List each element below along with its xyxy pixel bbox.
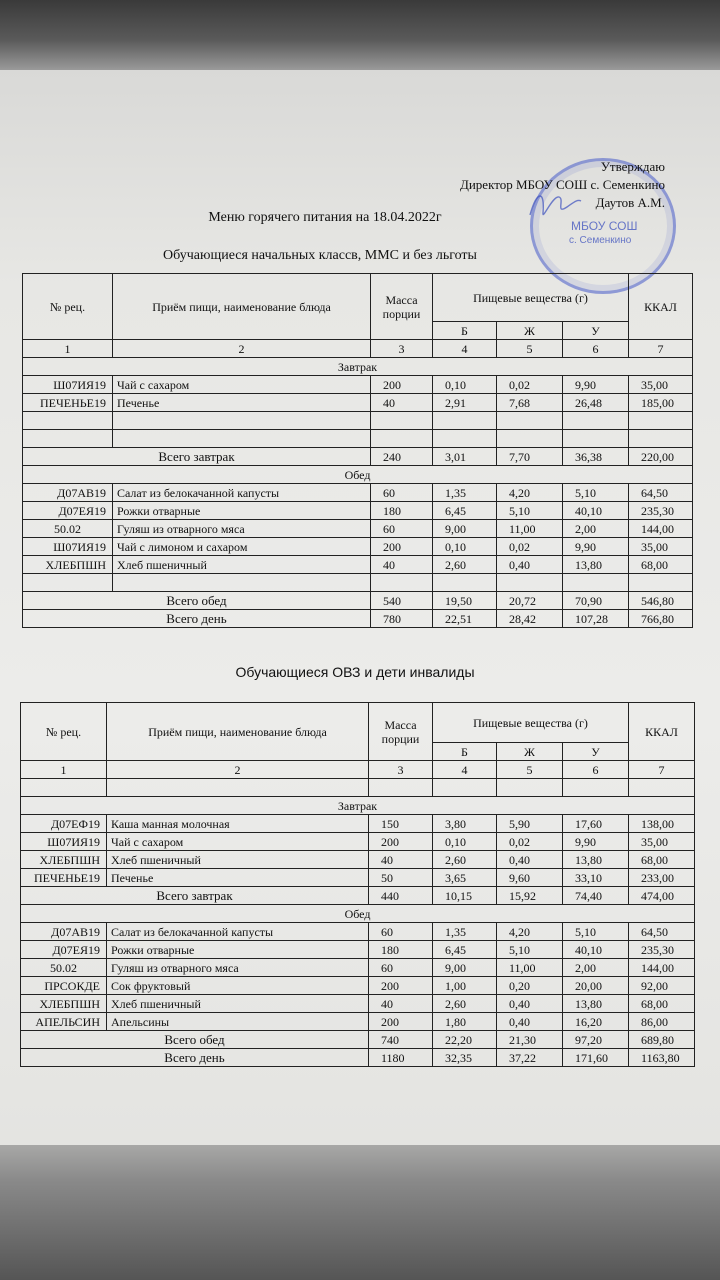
dish-name: Рожки отварные — [107, 941, 369, 959]
dish-mass: 40 — [369, 995, 433, 1013]
dish-u: 40,10 — [563, 502, 629, 520]
dish-mass: 40 — [371, 394, 433, 412]
dish-mass: 200 — [371, 376, 433, 394]
col-num-1: 1 — [23, 340, 113, 358]
dish-code: Ш07ИЯ19 — [23, 376, 113, 394]
section-label-breakfast: Завтрак — [21, 797, 695, 815]
total-zh: 21,30 — [497, 1031, 563, 1049]
col-num-2: 2 — [107, 761, 369, 779]
total-mass: 440 — [369, 887, 433, 905]
dish-b: 1,35 — [433, 923, 497, 941]
total-zh: 7,70 — [497, 448, 563, 466]
dish-name: Хлеб пшеничный — [107, 995, 369, 1013]
dish-kcal: 233,00 — [629, 869, 695, 887]
total-b: 10,15 — [433, 887, 497, 905]
total-b: 22,20 — [433, 1031, 497, 1049]
dish-mass: 60 — [369, 959, 433, 977]
table-row — [23, 538, 693, 556]
dish-u: 9,90 — [563, 538, 629, 556]
dish-b: 1,80 — [433, 1013, 497, 1031]
dish-code: 50.02 — [23, 520, 113, 538]
approval-line2: Директор МБОУ СОШ с. Семенкино — [459, 177, 665, 192]
dish-b: 2,91 — [433, 394, 497, 412]
dish-zh: 5,10 — [497, 502, 563, 520]
dish-u: 13,80 — [563, 556, 629, 574]
dish-zh: 0,02 — [497, 376, 563, 394]
table-row — [21, 815, 695, 833]
section-label-lunch: Обед — [23, 466, 693, 484]
dish-u: 20,00 — [563, 977, 629, 995]
table-row — [21, 869, 695, 887]
dish-code: Д07ЕЯ19 — [21, 941, 107, 959]
header-kcal: ККАЛ — [629, 274, 693, 340]
dish-mass: 180 — [369, 941, 433, 959]
header-b: Б — [433, 743, 497, 761]
dish-mass: 200 — [369, 833, 433, 851]
dish-u: 16,20 — [563, 1013, 629, 1031]
dish-b: 6,45 — [433, 941, 497, 959]
dish-kcal: 64,50 — [629, 923, 695, 941]
total-zh: 37,22 — [497, 1049, 563, 1067]
dish-name: Салат из белокачанной капусты — [113, 484, 371, 502]
dish-name: Гуляш из отварного мяса — [113, 520, 371, 538]
total-row — [23, 592, 693, 610]
dish-name: Рожки отварные — [113, 502, 371, 520]
empty-row — [23, 412, 693, 430]
total-kcal: 474,00 — [629, 887, 695, 905]
total-kcal: 689,80 — [629, 1031, 695, 1049]
total-row — [21, 1049, 695, 1067]
dish-zh: 9,60 — [497, 869, 563, 887]
dish-zh: 0,02 — [497, 833, 563, 851]
dish-mass: 60 — [369, 923, 433, 941]
col-num-5: 5 — [497, 761, 563, 779]
table-row — [21, 833, 695, 851]
dish-name: Хлеб пшеничный — [113, 556, 371, 574]
total-row — [21, 887, 695, 905]
table-row — [23, 520, 693, 538]
dish-kcal: 68,00 — [629, 556, 693, 574]
table-row — [21, 959, 695, 977]
dish-kcal: 92,00 — [629, 977, 695, 995]
total-mass: 240 — [371, 448, 433, 466]
dish-zh: 0,40 — [497, 556, 563, 574]
dish-mass: 200 — [369, 1013, 433, 1031]
total-b: 3,01 — [433, 448, 497, 466]
col-num-5: 5 — [497, 340, 563, 358]
dish-code: Д07АВ19 — [23, 484, 113, 502]
dish-zh: 5,10 — [497, 941, 563, 959]
total-u: 70,90 — [563, 592, 629, 610]
dish-code: ХЛЕБПШН — [21, 851, 107, 869]
total-label: Всего завтрак — [23, 448, 371, 466]
approval-line1: Утверждаю — [600, 159, 665, 174]
dish-kcal: 235,30 — [629, 941, 695, 959]
total-u: 107,28 — [563, 610, 629, 628]
table-row — [23, 394, 693, 412]
section2-heading: Обучающиеся ОВЗ и дети инвалиды — [235, 664, 475, 680]
table-row — [23, 556, 693, 574]
header-code: № рец. — [23, 274, 113, 340]
col-num-4: 4 — [433, 340, 497, 358]
header-mass: Масса порции — [369, 703, 433, 761]
table-row — [23, 502, 693, 520]
header-name: Приём пищи, наименование блюда — [107, 703, 369, 761]
total-row — [23, 610, 693, 628]
dish-b: 3,65 — [433, 869, 497, 887]
dish-kcal: 35,00 — [629, 376, 693, 394]
dish-b: 1,00 — [433, 977, 497, 995]
empty-row — [23, 574, 693, 592]
dish-mass: 200 — [371, 538, 433, 556]
total-u: 74,40 — [563, 887, 629, 905]
header-u: У — [563, 322, 629, 340]
dish-name: Чай с лимоном и сахаром — [113, 538, 371, 556]
section-label-lunch: Обед — [21, 905, 695, 923]
dish-code: Д07ЕЯ19 — [23, 502, 113, 520]
header-mass: Масса порции — [371, 274, 433, 340]
dish-zh: 4,20 — [497, 923, 563, 941]
dish-b: 2,60 — [433, 851, 497, 869]
stamp-text-line2: с. Семенкино — [569, 235, 632, 246]
dish-u: 5,10 — [563, 484, 629, 502]
header-u: У — [563, 743, 629, 761]
dish-kcal: 68,00 — [629, 851, 695, 869]
dish-mass: 150 — [369, 815, 433, 833]
dish-name: Апельсины — [107, 1013, 369, 1031]
header-kcal: ККАЛ — [629, 703, 695, 761]
total-kcal: 1163,80 — [629, 1049, 695, 1067]
section1-heading: Обучающиеся начальных классв, ММС и без льготы — [163, 248, 477, 263]
empty-row — [21, 779, 695, 797]
header-b: Б — [433, 322, 497, 340]
dish-name: Печенье — [113, 394, 371, 412]
dish-b: 0,10 — [433, 376, 497, 394]
table-row — [21, 1013, 695, 1031]
dish-zh: 11,00 — [497, 959, 563, 977]
dish-name: Хлеб пшеничный — [107, 851, 369, 869]
total-kcal: 766,80 — [629, 610, 693, 628]
total-kcal: 220,00 — [629, 448, 693, 466]
total-u: 36,38 — [563, 448, 629, 466]
dish-kcal: 144,00 — [629, 959, 695, 977]
dish-b: 3,80 — [433, 815, 497, 833]
dish-b: 2,60 — [433, 995, 497, 1013]
total-label: Всего обед — [21, 1031, 369, 1049]
dish-u: 2,00 — [563, 520, 629, 538]
dish-u: 33,10 — [563, 869, 629, 887]
dish-u: 9,90 — [563, 833, 629, 851]
total-mass: 780 — [371, 610, 433, 628]
dish-mass: 60 — [371, 484, 433, 502]
approval-block — [460, 158, 665, 212]
dish-u: 2,00 — [563, 959, 629, 977]
dish-zh: 0,02 — [497, 538, 563, 556]
dish-zh: 7,68 — [497, 394, 563, 412]
dish-b: 6,45 — [433, 502, 497, 520]
total-b: 32,35 — [433, 1049, 497, 1067]
dish-code: ХЛЕБПШН — [23, 556, 113, 574]
dish-b: 9,00 — [433, 520, 497, 538]
dish-zh: 5,90 — [497, 815, 563, 833]
total-u: 97,20 — [563, 1031, 629, 1049]
col-num-6: 6 — [563, 761, 629, 779]
dish-code: ХЛЕБПШН — [21, 995, 107, 1013]
table-row — [23, 484, 693, 502]
dish-mass: 40 — [369, 851, 433, 869]
dish-code: ПРСОКДЕ — [21, 977, 107, 995]
dish-u: 13,80 — [563, 851, 629, 869]
dish-zh: 11,00 — [497, 520, 563, 538]
dish-code: Д07АВ19 — [21, 923, 107, 941]
dish-code: ПЕЧЕНЬЕ19 — [23, 394, 113, 412]
dish-u: 40,10 — [563, 941, 629, 959]
total-label: Всего день — [23, 610, 371, 628]
menu-table-primary — [22, 273, 693, 628]
total-label: Всего день — [21, 1049, 369, 1067]
dish-u: 13,80 — [563, 995, 629, 1013]
dish-code: Ш07ИЯ19 — [23, 538, 113, 556]
dish-mass: 200 — [369, 977, 433, 995]
dish-name: Сок фруктовый — [107, 977, 369, 995]
total-b: 22,51 — [433, 610, 497, 628]
dish-u: 26,48 — [563, 394, 629, 412]
dish-name: Каша манная молочная — [107, 815, 369, 833]
section-label-breakfast: Завтрак — [23, 358, 693, 376]
header-zh: Ж — [497, 743, 563, 761]
dish-mass: 60 — [371, 520, 433, 538]
dish-zh: 0,40 — [497, 995, 563, 1013]
dish-u: 17,60 — [563, 815, 629, 833]
dish-kcal: 35,00 — [629, 833, 695, 851]
dish-code: ПЕЧЕНЬЕ19 — [21, 869, 107, 887]
header-name: Приём пищи, наименование блюда — [113, 274, 371, 340]
dish-mass: 180 — [371, 502, 433, 520]
col-num-1: 1 — [21, 761, 107, 779]
dish-b: 9,00 — [433, 959, 497, 977]
table-row — [21, 995, 695, 1013]
dish-code: 50.02 — [21, 959, 107, 977]
dish-kcal: 185,00 — [629, 394, 693, 412]
table-row — [21, 941, 695, 959]
total-row — [23, 448, 693, 466]
header-zh: Ж — [497, 322, 563, 340]
col-num-3: 3 — [371, 340, 433, 358]
total-mass: 1180 — [369, 1049, 433, 1067]
total-label: Всего завтрак — [21, 887, 369, 905]
dish-kcal: 64,50 — [629, 484, 693, 502]
dish-kcal: 235,30 — [629, 502, 693, 520]
dish-kcal: 86,00 — [629, 1013, 695, 1031]
table-row — [21, 923, 695, 941]
dish-code: Ш07ИЯ19 — [21, 833, 107, 851]
header-nutrients: Пищевые вещества (г) — [433, 703, 629, 743]
dish-name: Салат из белокачанной капусты — [107, 923, 369, 941]
col-num-7: 7 — [629, 340, 693, 358]
dish-b: 2,60 — [433, 556, 497, 574]
menu-table-special-needs — [20, 702, 695, 1067]
total-mass: 740 — [369, 1031, 433, 1049]
dish-zh: 0,40 — [497, 1013, 563, 1031]
dish-b: 1,35 — [433, 484, 497, 502]
empty-row — [23, 430, 693, 448]
col-num-7: 7 — [629, 761, 695, 779]
stamp-text-line1: МБОУ СОШ — [571, 219, 638, 233]
dish-mass: 40 — [371, 556, 433, 574]
col-num-3: 3 — [369, 761, 433, 779]
total-b: 19,50 — [433, 592, 497, 610]
col-num-2: 2 — [113, 340, 371, 358]
dish-u: 5,10 — [563, 923, 629, 941]
table-row — [23, 376, 693, 394]
dish-zh: 0,40 — [497, 851, 563, 869]
table-row — [21, 977, 695, 995]
dish-mass: 50 — [369, 869, 433, 887]
dish-kcal: 144,00 — [629, 520, 693, 538]
dish-zh: 4,20 — [497, 484, 563, 502]
table-row — [21, 851, 695, 869]
header-code: № рец. — [21, 703, 107, 761]
dish-name: Гуляш из отварного мяса — [107, 959, 369, 977]
approval-line3: Даутов А.М. — [595, 195, 665, 210]
total-zh: 28,42 — [497, 610, 563, 628]
total-zh: 15,92 — [497, 887, 563, 905]
col-num-4: 4 — [433, 761, 497, 779]
total-u: 171,60 — [563, 1049, 629, 1067]
col-num-6: 6 — [563, 340, 629, 358]
total-kcal: 546,80 — [629, 592, 693, 610]
dish-u: 9,90 — [563, 376, 629, 394]
dish-b: 0,10 — [433, 538, 497, 556]
dish-kcal: 138,00 — [629, 815, 695, 833]
total-label: Всего обед — [23, 592, 371, 610]
dish-kcal: 35,00 — [629, 538, 693, 556]
total-row — [21, 1031, 695, 1049]
document-title: Меню горячего питания на 18.04.2022г — [208, 210, 442, 225]
dish-name: Чай с сахаром — [113, 376, 371, 394]
total-mass: 540 — [371, 592, 433, 610]
dish-code: АПЕЛЬСИН — [21, 1013, 107, 1031]
header-nutrients: Пищевые вещества (г) — [433, 274, 629, 322]
dish-kcal: 68,00 — [629, 995, 695, 1013]
dish-name: Чай с сахаром — [107, 833, 369, 851]
dish-b: 0,10 — [433, 833, 497, 851]
dish-zh: 0,20 — [497, 977, 563, 995]
total-zh: 20,72 — [497, 592, 563, 610]
dish-code: Д07ЕФ19 — [21, 815, 107, 833]
dish-name: Печенье — [107, 869, 369, 887]
